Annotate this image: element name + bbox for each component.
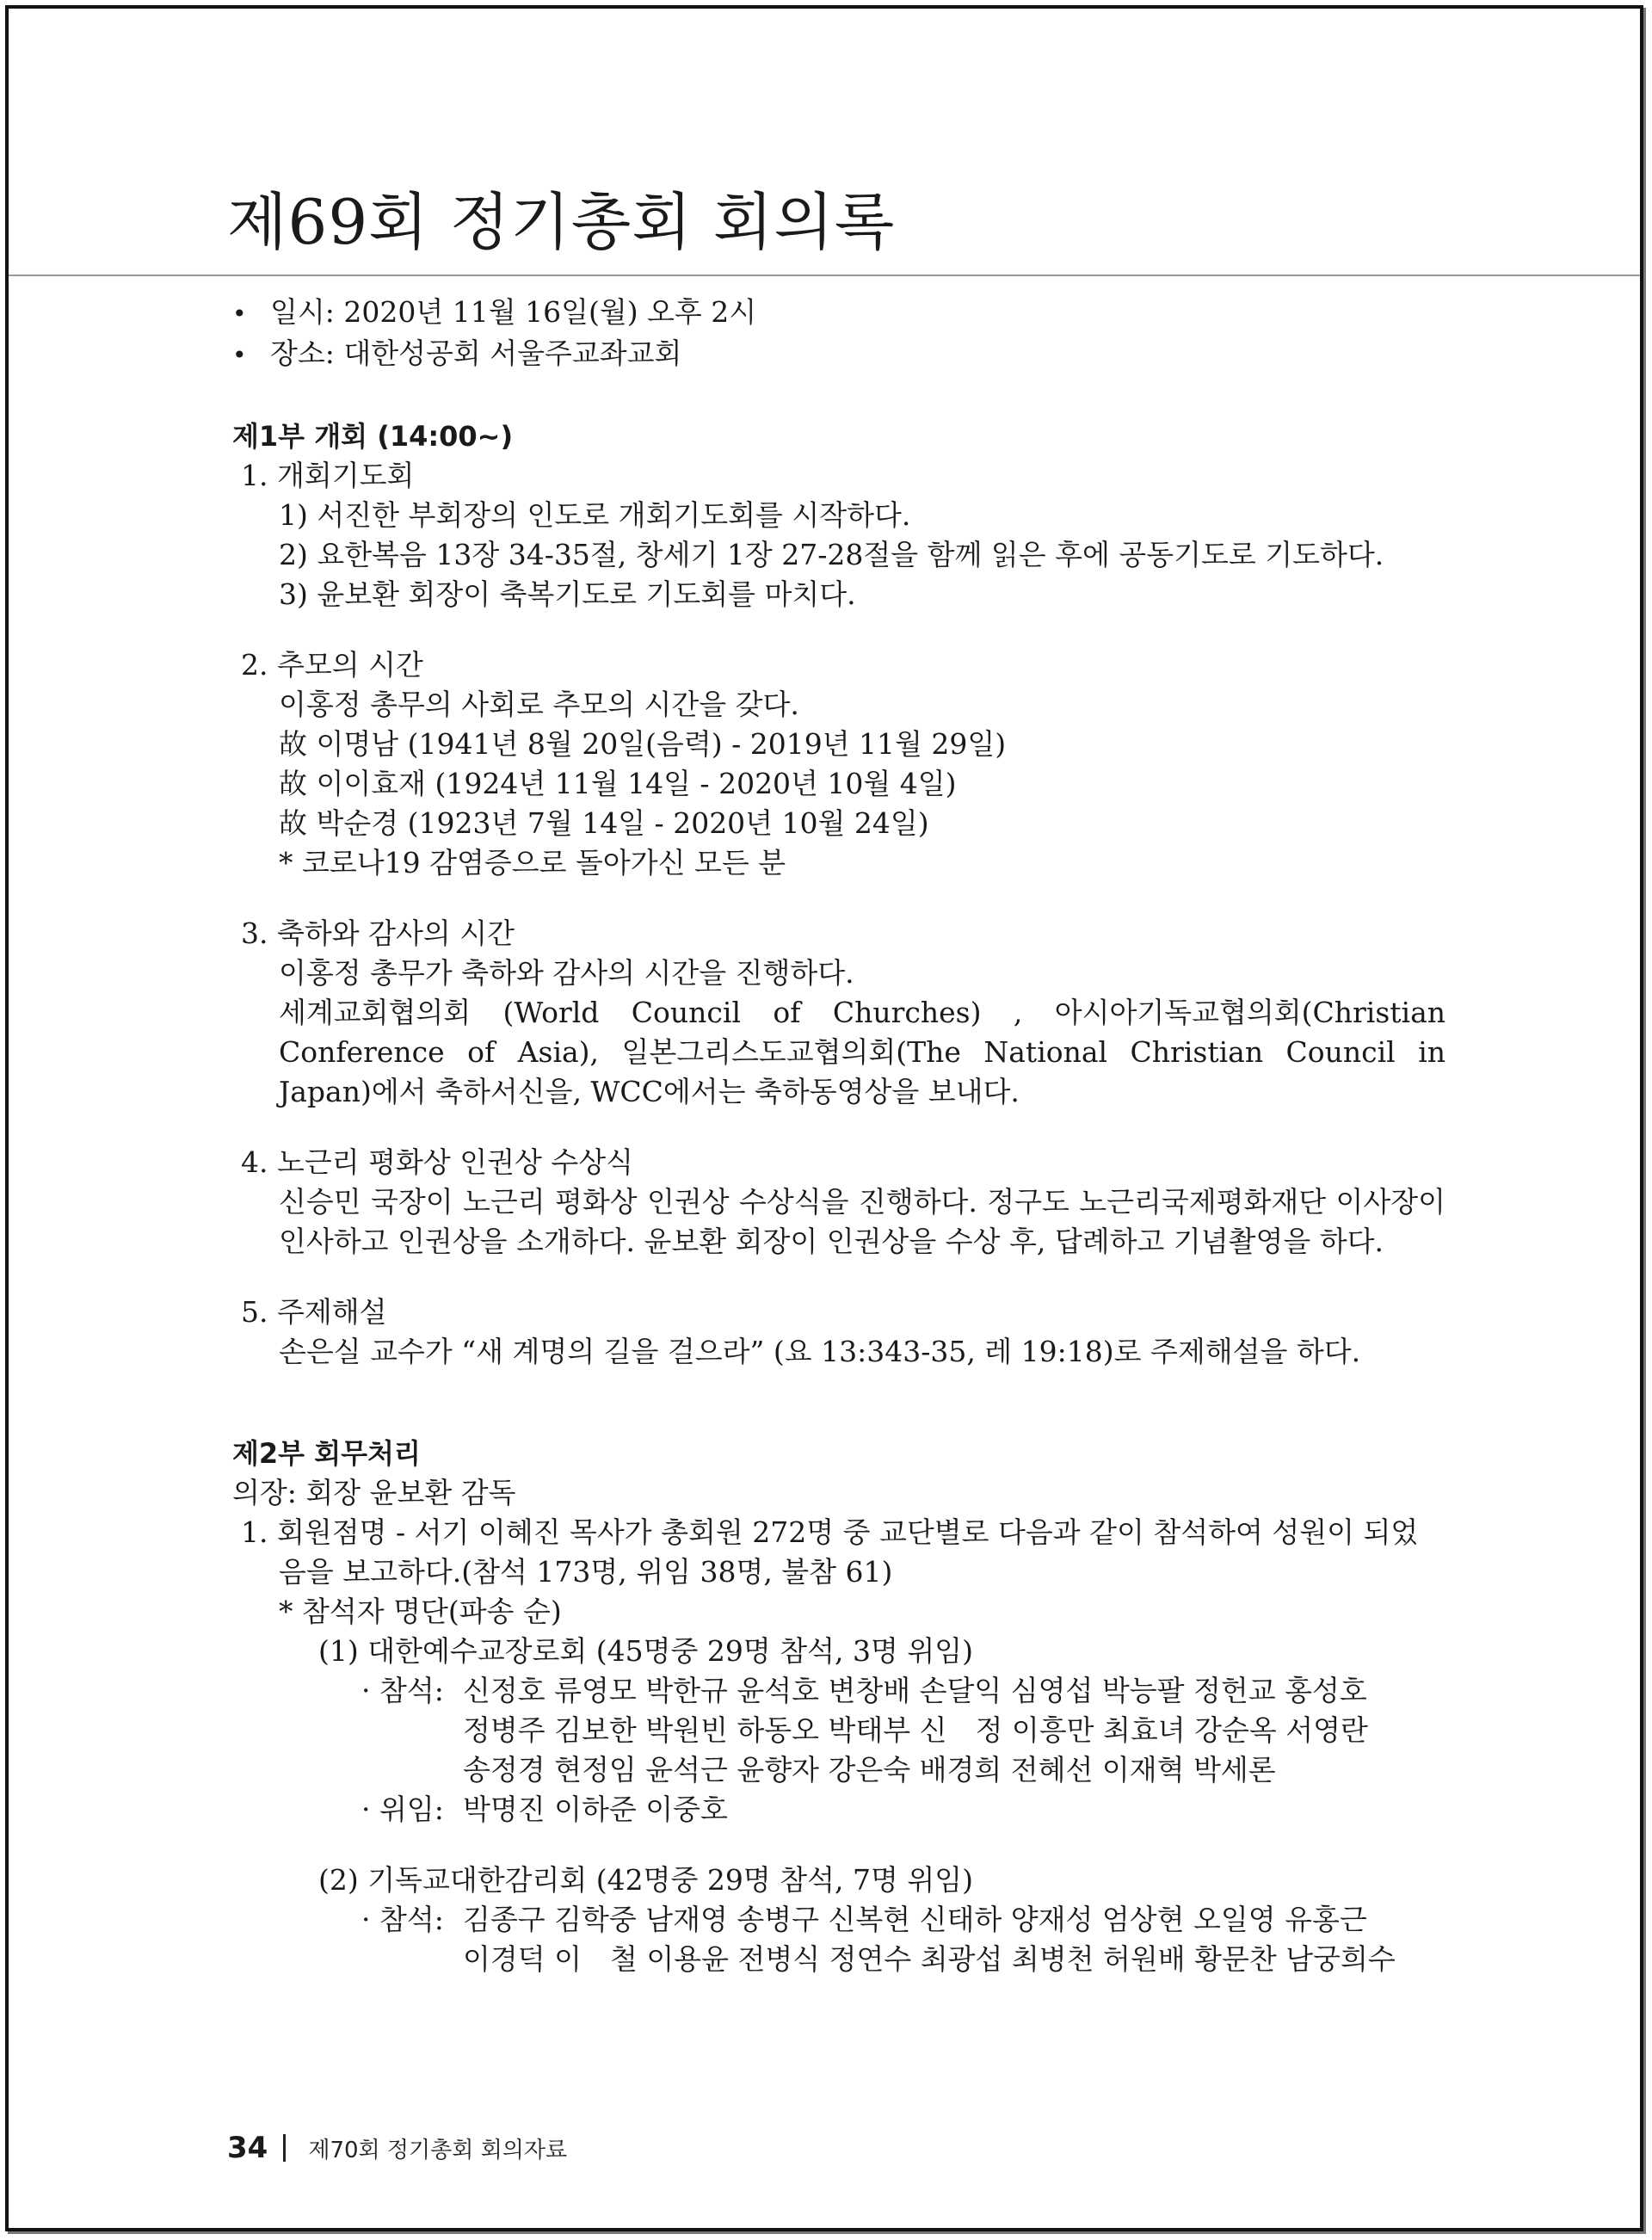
proxy-label: · 위임: — [361, 1793, 444, 1826]
attendee-names: 송정경 현정임 윤석근 윤향자 강은숙 배경희 전혜선 이재혁 박세론 — [463, 1753, 1276, 1786]
item2-line: 이홍정 총무의 사회로 추모의 시간을 갖다. — [279, 688, 799, 721]
group-title: (1) 대한예수교장로회 (45명중 29명 참석, 3명 위임) — [318, 1634, 973, 1668]
item1-line: 1) 서진한 부회장의 인도로 개회기도회를 시작하다. — [279, 498, 911, 532]
item4-title: 4. 노근리 평화상 인권상 수상식 — [241, 1145, 633, 1179]
bullet-icon: • — [232, 299, 247, 328]
attendee-names: 김종구 김학중 남재영 송병구 신복현 신태하 양재성 엄상현 오일영 유홍근 — [463, 1903, 1367, 1936]
page-number: 34 — [227, 2131, 268, 2165]
chair-line: 의장: 회장 윤보환 감독 — [232, 1476, 516, 1509]
attendee-names: 정병주 김보한 박원빈 하동오 박태부 신 정 이흥만 최효녀 강순옥 서영란 — [463, 1713, 1368, 1747]
attend-label: · 참석: — [361, 1674, 444, 1707]
footer-source: 제70회 정기총회 회의자료 — [308, 2137, 568, 2163]
page-footer — [227, 2131, 567, 2165]
bullet-icon: • — [232, 341, 247, 369]
item2-line: 故 박순경 (1923년 7월 14일 - 2020년 10월 24일) — [279, 806, 929, 840]
attendee-names: 이경덕 이 철 이용윤 전병식 정연수 최광섭 최병천 허원배 황문찬 남궁희수 — [463, 1942, 1396, 1976]
meta-date: • 일시: 2020년 11월 16일(월) 오후 2시 — [232, 293, 1446, 334]
attendee-names: 신정호 류영모 박한규 윤석호 변창배 손달익 심영섭 박능팔 정헌교 홍성호 — [463, 1674, 1367, 1707]
footer-divider — [283, 2134, 286, 2162]
item4-paragraph: 신승민 국장이 노근리 평화상 인권상 수상식을 진행하다. 정구도 노근리국제평화재단 이사장이 인사하고 인권상을 소개하다. 윤보환 회장이 인권상을 수상 후, 답례하고 기념촬영을 하다. — [279, 1185, 1446, 1258]
document-page — [5, 5, 1643, 2231]
attendee-row — [232, 1940, 1446, 1979]
item5-title: 5. 주제해설 — [241, 1295, 387, 1329]
roll-call-line: 음을 보고하다.(참석 173명, 위임 38명, 불참 61) — [279, 1555, 893, 1589]
proxy-names: 박명진 이하준 이중호 — [463, 1793, 728, 1826]
attendee-row — [232, 1900, 1446, 1940]
item1-title: 1. 개회기도회 — [241, 459, 415, 492]
attend-label: · 참석: — [361, 1903, 444, 1936]
item1-line: 2) 요한복음 13장 34-35절, 창세기 1장 27-28절을 함께 읽은 후에 공동기도로 기도하다. — [279, 538, 1384, 571]
part2-heading: 제2부 회무처리 — [232, 1437, 421, 1470]
document-body — [232, 293, 1446, 1979]
page-title: 제69회 정기총회 회의록 — [227, 186, 896, 258]
item5-paragraph: 손은실 교수가 “새 계명의 길을 걸으라” (요 13:343-35, 레 19:18)로 주제해설을 하다. — [279, 1335, 1361, 1368]
part1-heading: 제1부 개회 (14:00~) — [232, 420, 514, 453]
group-title: (2) 기독교대한감리회 (42명중 29명 참석, 7명 위임) — [318, 1863, 973, 1897]
roll-call-line: 1. 회원점명 - 서기 이혜진 목사가 총회원 272명 중 교단별로 다음과 같이 참석하여 성원이 되었 — [241, 1515, 1419, 1549]
item1-line: 3) 윤보환 회장이 축복기도로 기도회를 마치다. — [279, 577, 856, 611]
item2-line: * 코로나19 감염증으로 돌아가신 모든 분 — [279, 846, 786, 879]
attendee-row — [232, 1711, 1446, 1750]
title-divider — [9, 275, 1640, 276]
list-note: * 참석자 명단(파송 순) — [279, 1595, 562, 1628]
attendee-row — [232, 1750, 1446, 1790]
item3-paragraph: 세계교회협의회 (World Council of Churches) , 아시아기독교협의회(Christian Conference of Asia), 일본그리스도교협의회(The National Christian Council in Japan)에서 축하서신을, WCC에서는 축하동영상을 보내다. — [279, 996, 1446, 1108]
item2-line: 故 이이효재 (1924년 11월 14일 - 2020년 10월 4일) — [279, 767, 957, 800]
item3-line: 이홍정 총무가 축하와 감사의 시간을 진행하다. — [279, 956, 854, 990]
proxy-row — [232, 1790, 1446, 1830]
item3-title: 3. 축하와 감사의 시간 — [241, 916, 515, 950]
attendee-row — [232, 1671, 1446, 1711]
meta-place: • 장소: 대한성공회 서울주교좌교회 — [232, 334, 1446, 375]
item2-title: 2. 추모의 시간 — [241, 648, 423, 682]
item2-line: 故 이명남 (1941년 8월 20일(음력) - 2019년 11월 29일) — [279, 727, 1007, 761]
